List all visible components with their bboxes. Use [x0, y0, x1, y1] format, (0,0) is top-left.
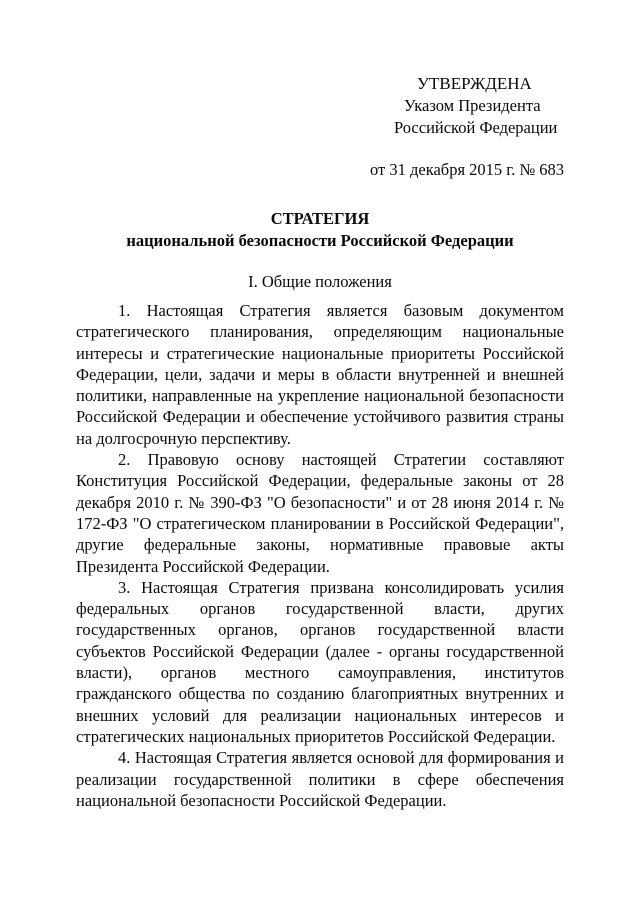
paragraph-4: 4. Настоящая Стратегия является основой для формирования и реализации государственной политики в сфере обеспечения национальной безопасности Российской Федерации.: [76, 748, 564, 810]
paragraph-2: 2. Правовую основу настоящей Стратегии составляют Конституция Российской Федерации, федеральные законы от 28 декабря 2010 г. № 390-ФЗ "О безопасности" и от 28 июня 2014 г. № 172-ФЗ "О стратегическом планировании в Российской Федерации", другие федеральные законы, нормативные правовые акты Президента Российской Федерации.: [76, 450, 564, 576]
approval-country: Российской Федерации: [394, 118, 558, 137]
approval-date: от 31 декабря 2015 г. № 683: [370, 160, 565, 179]
section-heading: I. Общие положения: [248, 272, 392, 291]
approval-authority: Указом Президента: [404, 96, 541, 115]
document-title: СТРАТЕГИЯ: [270, 209, 370, 228]
approval-status: УТВЕРЖДЕНА: [417, 74, 532, 93]
paragraph-1: 1. Настоящая Стратегия является базовым документом стратегического планирования, определяющим национальные интересы и стратегические национальные приоритеты Российской Федерации, цели, задачи и меры в области внутренней и внешней политики, направленные на укрепление национальной безопасности Российской Федерации и обеспечение устойчивого развития страны на долгосрочную перспективу.: [76, 301, 564, 448]
paragraph-3: 3. Настоящая Стратегия призвана консолидировать усилия федеральных органов государственной власти, других государственных органов, органов государственной власти субъектов Российской Федерации (далее - органы государственной власти), органов местного самоуправления, институтов гражданского общества по созданию благоприятных внутренних и внешних условий для реализации национальных интересов и стратегических национальных приоритетов Российской Федерации.: [76, 577, 564, 746]
document-body: [76, 300, 564, 811]
document-subtitle: национальной безопасности Российской Федерации: [126, 231, 514, 250]
approval-block: [360, 73, 590, 181]
